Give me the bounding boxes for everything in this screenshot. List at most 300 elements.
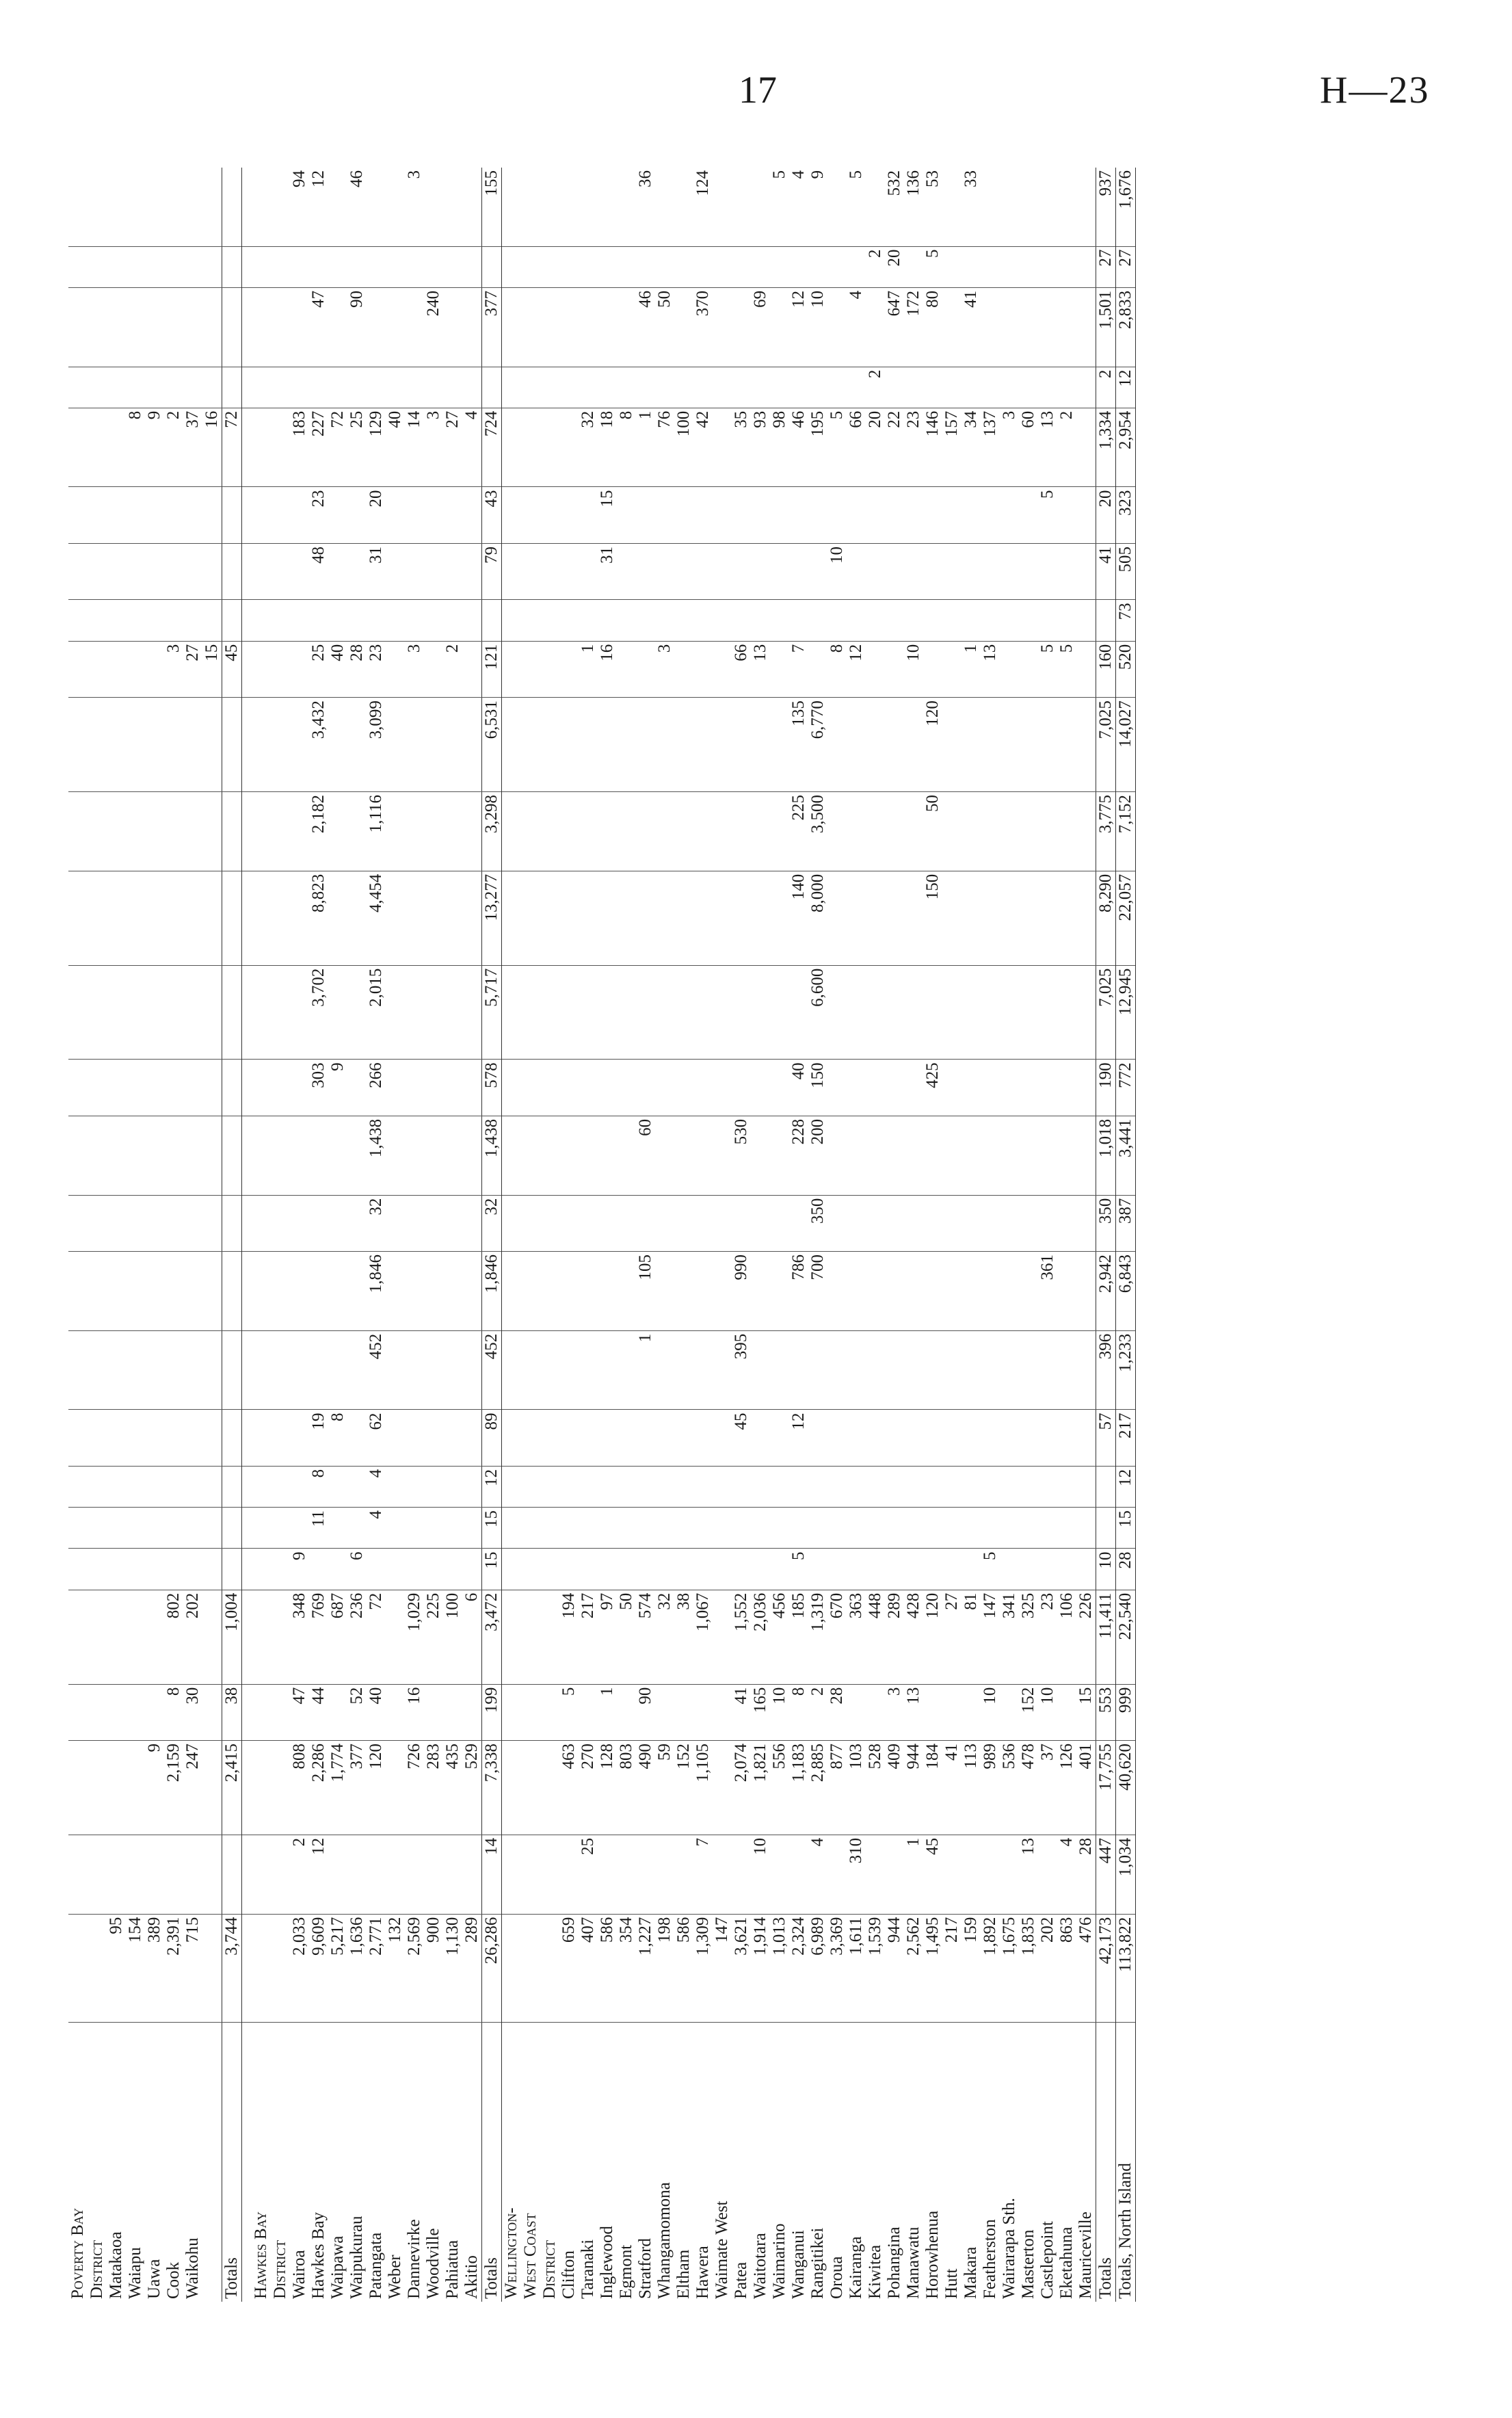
- table-cell: [521, 1508, 540, 1549]
- table-cell: [202, 1508, 222, 1549]
- table-cell: [674, 487, 693, 543]
- table-cell: [68, 1252, 88, 1331]
- table-cell: [981, 1835, 1000, 1914]
- table-row: [923, 168, 942, 2302]
- table-cell: [808, 246, 827, 287]
- table-cell: [540, 965, 559, 1060]
- table-cell: [242, 543, 252, 599]
- table-cell: [617, 1549, 636, 1590]
- table-cell: [1000, 246, 1019, 287]
- table-cell: 7: [693, 1835, 713, 1914]
- table-cell: [443, 1835, 462, 1914]
- table-cell: 3,441: [1116, 1116, 1136, 1195]
- table-cell: 5: [1057, 641, 1076, 697]
- table-cell: [923, 1684, 942, 1740]
- table-cell: [252, 1590, 271, 1684]
- table-cell: 20: [1096, 487, 1116, 543]
- table-cell: [713, 287, 732, 367]
- table-cell: [693, 871, 713, 965]
- table-cell: [252, 1835, 271, 1914]
- table-cell: [164, 543, 183, 599]
- table-cell: [68, 168, 88, 246]
- table-cell: [981, 367, 1000, 408]
- table-cell: 34: [961, 408, 981, 487]
- table-cell: 877: [827, 1741, 847, 1835]
- table-cell: 41: [961, 287, 981, 367]
- table-cell: [1019, 1195, 1038, 1251]
- table-cell: 8: [328, 1410, 347, 1466]
- table-cell: [386, 367, 405, 408]
- table-cell: 146: [923, 408, 942, 487]
- table-cell: [107, 1060, 126, 1116]
- table-cell: 1: [598, 1684, 617, 1740]
- table-cell: [981, 1116, 1000, 1195]
- table-cell: 150: [808, 1060, 827, 1116]
- table-cell: [183, 367, 202, 408]
- table-cell: [885, 487, 904, 543]
- table-cell: [145, 367, 164, 408]
- table-cell: [424, 600, 443, 641]
- table-cell: 363: [847, 1590, 866, 1684]
- table-cell: [521, 1330, 540, 1410]
- table-cell: [309, 367, 328, 408]
- table-cell: [271, 168, 290, 246]
- table-cell: [347, 1330, 367, 1410]
- table-cell: [271, 1116, 290, 1195]
- table-cell: 2,415: [222, 1741, 242, 1835]
- table-cell: [751, 367, 770, 408]
- table-cell: [502, 1914, 522, 2022]
- table-cell: [183, 1466, 202, 1507]
- table-cell: [942, 1330, 961, 1410]
- table-cell: [559, 1252, 579, 1331]
- table-cell: [183, 1508, 202, 1549]
- table-cell: 38: [674, 1590, 693, 1684]
- table-cell: [88, 487, 107, 543]
- table-cell: 165: [751, 1684, 770, 1740]
- table-cell: 52: [347, 1684, 367, 1740]
- table-cell: 45: [732, 1410, 751, 1466]
- table-cell: 2,286: [309, 1741, 328, 1835]
- table-cell: [521, 1590, 540, 1684]
- table-cell: [770, 1116, 789, 1195]
- table-cell: [242, 1508, 252, 1549]
- table-cell: [88, 1835, 107, 1914]
- table-cell: [540, 641, 559, 697]
- table-cell: 20: [885, 246, 904, 287]
- table-cell: [1038, 1835, 1057, 1914]
- table-cell: 41: [1096, 543, 1116, 599]
- table-cell: 113,822: [1116, 1914, 1136, 2022]
- table-cell: [107, 600, 126, 641]
- table-cell: [462, 1060, 482, 1116]
- table-cell: 100: [674, 408, 693, 487]
- table-cell: [1019, 965, 1038, 1060]
- table-cell: [88, 1590, 107, 1684]
- table-cell: [923, 487, 942, 543]
- table-cell: [88, 1410, 107, 1466]
- table-cell: [502, 1835, 522, 1914]
- table-cell: 14,027: [1116, 698, 1136, 792]
- table-cell: [1076, 792, 1096, 871]
- table-cell: [674, 792, 693, 871]
- table-cell: 4,454: [367, 871, 386, 965]
- table-cell: [1057, 965, 1076, 1060]
- table-cell: [732, 246, 751, 287]
- table-cell: [674, 1195, 693, 1251]
- table-cell: [252, 1195, 271, 1251]
- table-cell: [1000, 543, 1019, 599]
- table-cell: 10: [808, 287, 827, 367]
- totals-row: [482, 168, 502, 2302]
- row-label: District: [271, 2239, 289, 2299]
- table-cell: [713, 1410, 732, 1466]
- table-cell: [655, 1252, 674, 1331]
- row-label: Waikohu: [183, 2237, 202, 2299]
- table-cell: [271, 1195, 290, 1251]
- table-cell: [1076, 408, 1096, 487]
- table-cell: [202, 1590, 222, 1684]
- table-cell: [502, 1116, 522, 1195]
- table-cell: [579, 792, 598, 871]
- table-cell: 578: [482, 1060, 502, 1116]
- table-cell: [462, 487, 482, 543]
- table-cell: [222, 1508, 242, 1549]
- table-cell: 41: [732, 1684, 751, 1740]
- table-cell: 6,531: [482, 698, 502, 792]
- table-cell: [1076, 246, 1096, 287]
- table-cell: 3: [405, 641, 424, 697]
- table-cell: [290, 965, 309, 1060]
- table-cell: [126, 168, 145, 246]
- table-cell: 120: [367, 1741, 386, 1835]
- table-cell: [847, 1116, 866, 1195]
- table-cell: 225: [424, 1590, 443, 1684]
- table-cell: [405, 1252, 424, 1331]
- table-cell: [271, 698, 290, 792]
- table-cell: [923, 1252, 942, 1331]
- table-cell: 803: [617, 1741, 636, 1835]
- table-cell: 2,159: [164, 1741, 183, 1835]
- table-cell: 9,609: [309, 1914, 328, 2022]
- table-cell: [145, 1195, 164, 1251]
- table-cell: [1076, 168, 1096, 246]
- table-cell: [847, 487, 866, 543]
- table-cell: [540, 1116, 559, 1195]
- table-cell: [636, 543, 655, 599]
- table-cell: 463: [559, 1741, 579, 1835]
- table-cell: [164, 1466, 183, 1507]
- table-cell: [443, 367, 462, 408]
- table-cell: [655, 1508, 674, 1549]
- table-cell: [424, 1410, 443, 1466]
- table-cell: 9: [290, 1549, 309, 1590]
- table-cell: [1057, 1466, 1076, 1507]
- table-cell: [732, 1060, 751, 1116]
- table-cell: [981, 487, 1000, 543]
- table-cell: [981, 1330, 1000, 1410]
- table-cell: [923, 543, 942, 599]
- table-cell: 724: [482, 408, 502, 487]
- table-cell: [1038, 698, 1057, 792]
- table-cell: [617, 287, 636, 367]
- table-cell: [1019, 487, 1038, 543]
- table-cell: [981, 543, 1000, 599]
- table-cell: 90: [636, 1684, 655, 1740]
- table-cell: [770, 600, 789, 641]
- table-cell: [866, 168, 885, 246]
- table-cell: [751, 600, 770, 641]
- table-cell: [1019, 168, 1038, 246]
- table-cell: [655, 543, 674, 599]
- table-cell: [126, 246, 145, 287]
- table-cell: [866, 871, 885, 965]
- table-cell: [942, 1684, 961, 1740]
- table-cell: [808, 1549, 827, 1590]
- table-cell: 1,029: [405, 1590, 424, 1684]
- table-cell: [222, 1549, 242, 1590]
- table-cell: [732, 367, 751, 408]
- table-cell: 1,914: [751, 1914, 770, 2022]
- table-cell: 26,286: [482, 1914, 502, 2022]
- table-cell: 505: [1116, 543, 1136, 599]
- table-cell: [1057, 1252, 1076, 1331]
- table-cell: [462, 871, 482, 965]
- table-row: [1000, 168, 1019, 2302]
- table-cell: [732, 1466, 751, 1507]
- table-cell: [885, 1549, 904, 1590]
- table-cell: [598, 367, 617, 408]
- table-cell: [222, 1252, 242, 1331]
- table-cell: [145, 600, 164, 641]
- table-cell: [126, 1252, 145, 1331]
- table-cell: [636, 367, 655, 408]
- table-cell: 5: [981, 1549, 1000, 1590]
- row-label: Kairanga: [847, 2236, 865, 2299]
- row-label: Matakaoa: [107, 2231, 125, 2299]
- table-cell: [732, 600, 751, 641]
- table-cell: [981, 1410, 1000, 1466]
- table-cell: [521, 965, 540, 1060]
- table-cell: [386, 1590, 405, 1684]
- table-cell: [328, 1195, 347, 1251]
- table-cell: 10: [770, 1684, 789, 1740]
- table-cell: [164, 871, 183, 965]
- table-cell: 32: [579, 408, 598, 487]
- table-row: [866, 168, 885, 2302]
- table-cell: [693, 792, 713, 871]
- table-cell: [145, 698, 164, 792]
- table-cell: [636, 1410, 655, 1466]
- table-cell: [347, 246, 367, 287]
- table-cell: [579, 1116, 598, 1195]
- table-cell: [328, 965, 347, 1060]
- table-cell: 8: [126, 408, 145, 487]
- table-cell: [462, 287, 482, 367]
- table-cell: [1000, 600, 1019, 641]
- table-cell: 10: [1038, 1684, 1057, 1740]
- table-cell: [443, 1684, 462, 1740]
- totals-row: [1096, 168, 1116, 2302]
- table-cell: [183, 792, 202, 871]
- table-cell: [424, 1116, 443, 1195]
- table-cell: [222, 168, 242, 246]
- table-cell: [386, 1508, 405, 1549]
- table-row: [347, 168, 367, 2302]
- table-cell: [242, 168, 252, 246]
- table-cell: 25: [347, 408, 367, 487]
- table-cell: [827, 1195, 847, 1251]
- table-cell: [126, 965, 145, 1060]
- table-cell: [68, 487, 88, 543]
- table-cell: [713, 641, 732, 697]
- table-cell: 3,702: [309, 965, 328, 1060]
- table-cell: [540, 1684, 559, 1740]
- table-cell: [502, 1252, 522, 1331]
- table-cell: [68, 1508, 88, 1549]
- table-cell: [328, 1330, 347, 1410]
- table-cell: 1,183: [789, 1741, 808, 1835]
- table-cell: [271, 1252, 290, 1331]
- table-cell: [252, 1252, 271, 1331]
- table-cell: 27: [1096, 246, 1116, 287]
- table-cell: 33: [961, 168, 981, 246]
- table-cell: 377: [347, 1741, 367, 1835]
- table-cell: [521, 698, 540, 792]
- table-cell: [904, 1508, 923, 1549]
- table-cell: [126, 1590, 145, 1684]
- table-cell: [183, 1252, 202, 1331]
- row-label: Hawkes Bay: [252, 2211, 270, 2299]
- table-cell: 2,036: [751, 1590, 770, 1684]
- table-cell: [1038, 1195, 1057, 1251]
- table-cell: [202, 1252, 222, 1331]
- table-cell: 36: [636, 168, 655, 246]
- table-cell: [1057, 487, 1076, 543]
- table-cell: 93: [751, 408, 770, 487]
- table-cell: 90: [347, 287, 367, 367]
- table-cell: [674, 1466, 693, 1507]
- table-cell: 428: [904, 1590, 923, 1684]
- table-cell: [866, 965, 885, 1060]
- table-cell: [202, 1410, 222, 1466]
- table-cell: [751, 792, 770, 871]
- table-cell: 155: [482, 168, 502, 246]
- table-cell: [713, 1684, 732, 1740]
- table-cell: 2: [1057, 408, 1076, 487]
- table-cell: 105: [636, 1252, 655, 1331]
- table-cell: 900: [424, 1914, 443, 2022]
- table-cell: [424, 1549, 443, 1590]
- table-cell: [290, 1195, 309, 1251]
- table-cell: [145, 1508, 164, 1549]
- table-cell: [367, 1835, 386, 1914]
- table-cell: [847, 871, 866, 965]
- table-cell: 1: [636, 408, 655, 487]
- row-label: Totals, North Island: [1116, 2023, 1136, 2302]
- table-cell: [1057, 871, 1076, 965]
- table-cell: 3: [655, 641, 674, 697]
- table-cell: [655, 600, 674, 641]
- table-cell: [145, 1252, 164, 1331]
- table-cell: 37: [183, 408, 202, 487]
- table-cell: [827, 1116, 847, 1195]
- row-label: Makara: [961, 2246, 980, 2299]
- table-cell: [540, 1410, 559, 1466]
- row-label: Waiapu: [126, 2247, 144, 2299]
- table-cell: 202: [183, 1590, 202, 1684]
- table-cell: [655, 367, 674, 408]
- table-cell: [271, 1741, 290, 1835]
- table-cell: [126, 698, 145, 792]
- table-cell: 4: [847, 287, 866, 367]
- table-cell: 5: [847, 168, 866, 246]
- table-cell: [107, 1252, 126, 1331]
- table-cell: [1038, 543, 1057, 599]
- table-cell: 786: [789, 1252, 808, 1331]
- table-cell: [655, 168, 674, 246]
- table-cell: 4: [789, 168, 808, 246]
- table-cell: [713, 168, 732, 246]
- table-cell: 8,290: [1096, 871, 1116, 965]
- table-cell: [1000, 1835, 1019, 1914]
- table-cell: [290, 287, 309, 367]
- table-cell: [126, 1195, 145, 1251]
- table-cell: 12: [1116, 1466, 1136, 1507]
- table-cell: [942, 698, 961, 792]
- table-cell: [164, 698, 183, 792]
- table-cell: [252, 965, 271, 1060]
- table-cell: [866, 698, 885, 792]
- table-cell: [252, 1060, 271, 1116]
- table-cell: [559, 1060, 579, 1116]
- table-cell: [1057, 168, 1076, 246]
- table-cell: 2: [1096, 367, 1116, 408]
- table-cell: [655, 1116, 674, 1195]
- row-label: Patea: [732, 2261, 750, 2299]
- table-cell: [1019, 1466, 1038, 1507]
- table-cell: [693, 246, 713, 287]
- table-cell: [290, 1466, 309, 1507]
- table-cell: [732, 487, 751, 543]
- table-cell: [674, 1549, 693, 1590]
- table-cell: 1,501: [1096, 287, 1116, 367]
- table-row: [732, 168, 751, 2302]
- table-cell: [847, 965, 866, 1060]
- row-label: District: [88, 2239, 106, 2299]
- table-cell: [942, 246, 961, 287]
- table-cell: 160: [1096, 641, 1116, 697]
- table-cell: [1000, 487, 1019, 543]
- table-cell: [328, 168, 347, 246]
- table-cell: [981, 698, 1000, 792]
- table-cell: [386, 600, 405, 641]
- table-cell: [107, 408, 126, 487]
- table-cell: 700: [808, 1252, 827, 1331]
- table-cell: [462, 1252, 482, 1331]
- table-cell: [424, 1508, 443, 1549]
- table-cell: [770, 367, 789, 408]
- table-cell: [655, 1330, 674, 1410]
- table-cell: [290, 1508, 309, 1549]
- table-cell: [674, 1508, 693, 1549]
- table-cell: [655, 1466, 674, 1507]
- row-label: Totals: [1096, 2023, 1116, 2302]
- table-cell: 6,989: [808, 1914, 827, 2022]
- table-cell: [713, 543, 732, 599]
- table-cell: [126, 543, 145, 599]
- table-cell: 448: [866, 1590, 885, 1684]
